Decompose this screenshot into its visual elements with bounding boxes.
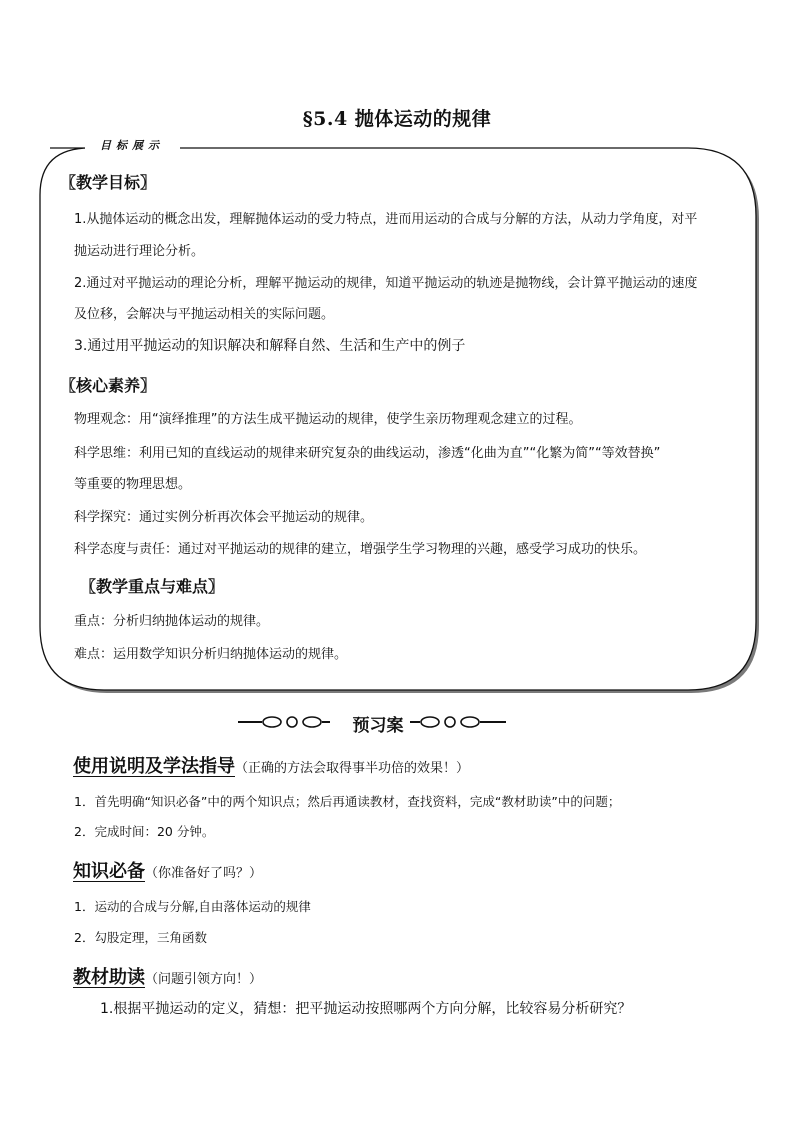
knowledge-line-1: 1．运动的合成与分解,自由落体运动的规律: [74, 899, 311, 914]
usage-note: （正确的方法会取得事半功倍的效果！）: [235, 761, 470, 776]
goal-box-tag: 目标展示: [100, 139, 164, 152]
reading-heading: 教材助读: [73, 967, 145, 988]
page-title: §5.4 抛体运动的规律: [302, 108, 492, 130]
knowledge-heading-row: [73, 857, 262, 883]
literacy-line-4: 科学探究：通过实例分析再次体会平抛运动的规律。: [74, 510, 374, 525]
literacy-line-2: 科学思维：利用已知的直线运动的规律来研究复杂的曲线运动，渗透“化曲为直”“化繁为简”“等效替换”: [74, 446, 661, 461]
knowledge-line-2: 2．勾股定理，三角函数: [74, 930, 207, 945]
usage-heading: 使用说明及学法指导: [73, 756, 235, 777]
key-points-heading: 〖教学重点与难点〗: [80, 577, 225, 596]
usage-line-1: 1．首先明确“知识必备”中的两个知识点；然后再通读教材，查找资料，完成“教材助读”中的问题；: [74, 794, 621, 809]
right-ornament: [410, 717, 506, 727]
reading-line-1: 1.根据平抛运动的定义，猜想：把平抛运动按照哪两个方向分解，比较容易分析研究？: [100, 1001, 632, 1017]
usage-heading-row: [73, 752, 469, 778]
goal-line-5: 3.通过用平抛运动的知识解决和解释自然、生活和生产中的例子: [74, 338, 466, 354]
knowledge-note: （你准备好了吗？）: [145, 866, 263, 881]
literacy-line-3: 等重要的物理思想。: [74, 477, 192, 492]
reading-heading-row: [73, 963, 262, 989]
literacy-line-1: 物理观念：用“演绎推理”的方法生成平抛运动的规律，使学生亲历物理观念建立的过程。: [74, 412, 582, 427]
goal-line-4: 及位移，会解决与平抛运动相关的实际问题。: [74, 307, 335, 322]
preview-banner-title: 预习案: [352, 716, 404, 736]
usage-line-2: 2．完成时间：20 分钟。: [74, 824, 215, 839]
literacy-heading: 〖核心素养〗: [60, 376, 157, 395]
goal-line-1: 1.从抛体运动的概念出发，理解抛体运动的受力特点，进而用运动的合成与分解的方法，从动力学角度，对平: [74, 212, 698, 227]
literacy-line-5: 科学态度与责任：通过对平抛运动的规律的建立，增强学生学习物理的兴趣，感受学习成功的快乐。: [74, 542, 647, 557]
goal-line-3: 2.通过对平抛运动的理论分析，理解平抛运动的规律，知道平抛运动的轨迹是抛物线，会计算平抛运动的速度: [74, 276, 698, 291]
reading-note: （问题引领方向！）: [145, 972, 263, 987]
key-point-line-1: 重点：分析归纳抛体运动的规律。: [74, 614, 270, 629]
goals-heading: 〖教学目标〗: [60, 173, 157, 192]
left-ornament: [238, 717, 330, 727]
key-point-line-2: 难点：运用数学知识分析归纳抛体运动的规律。: [74, 647, 348, 662]
goal-line-2: 抛运动进行理论分析。: [74, 244, 205, 259]
knowledge-heading: 知识必备: [73, 861, 145, 882]
